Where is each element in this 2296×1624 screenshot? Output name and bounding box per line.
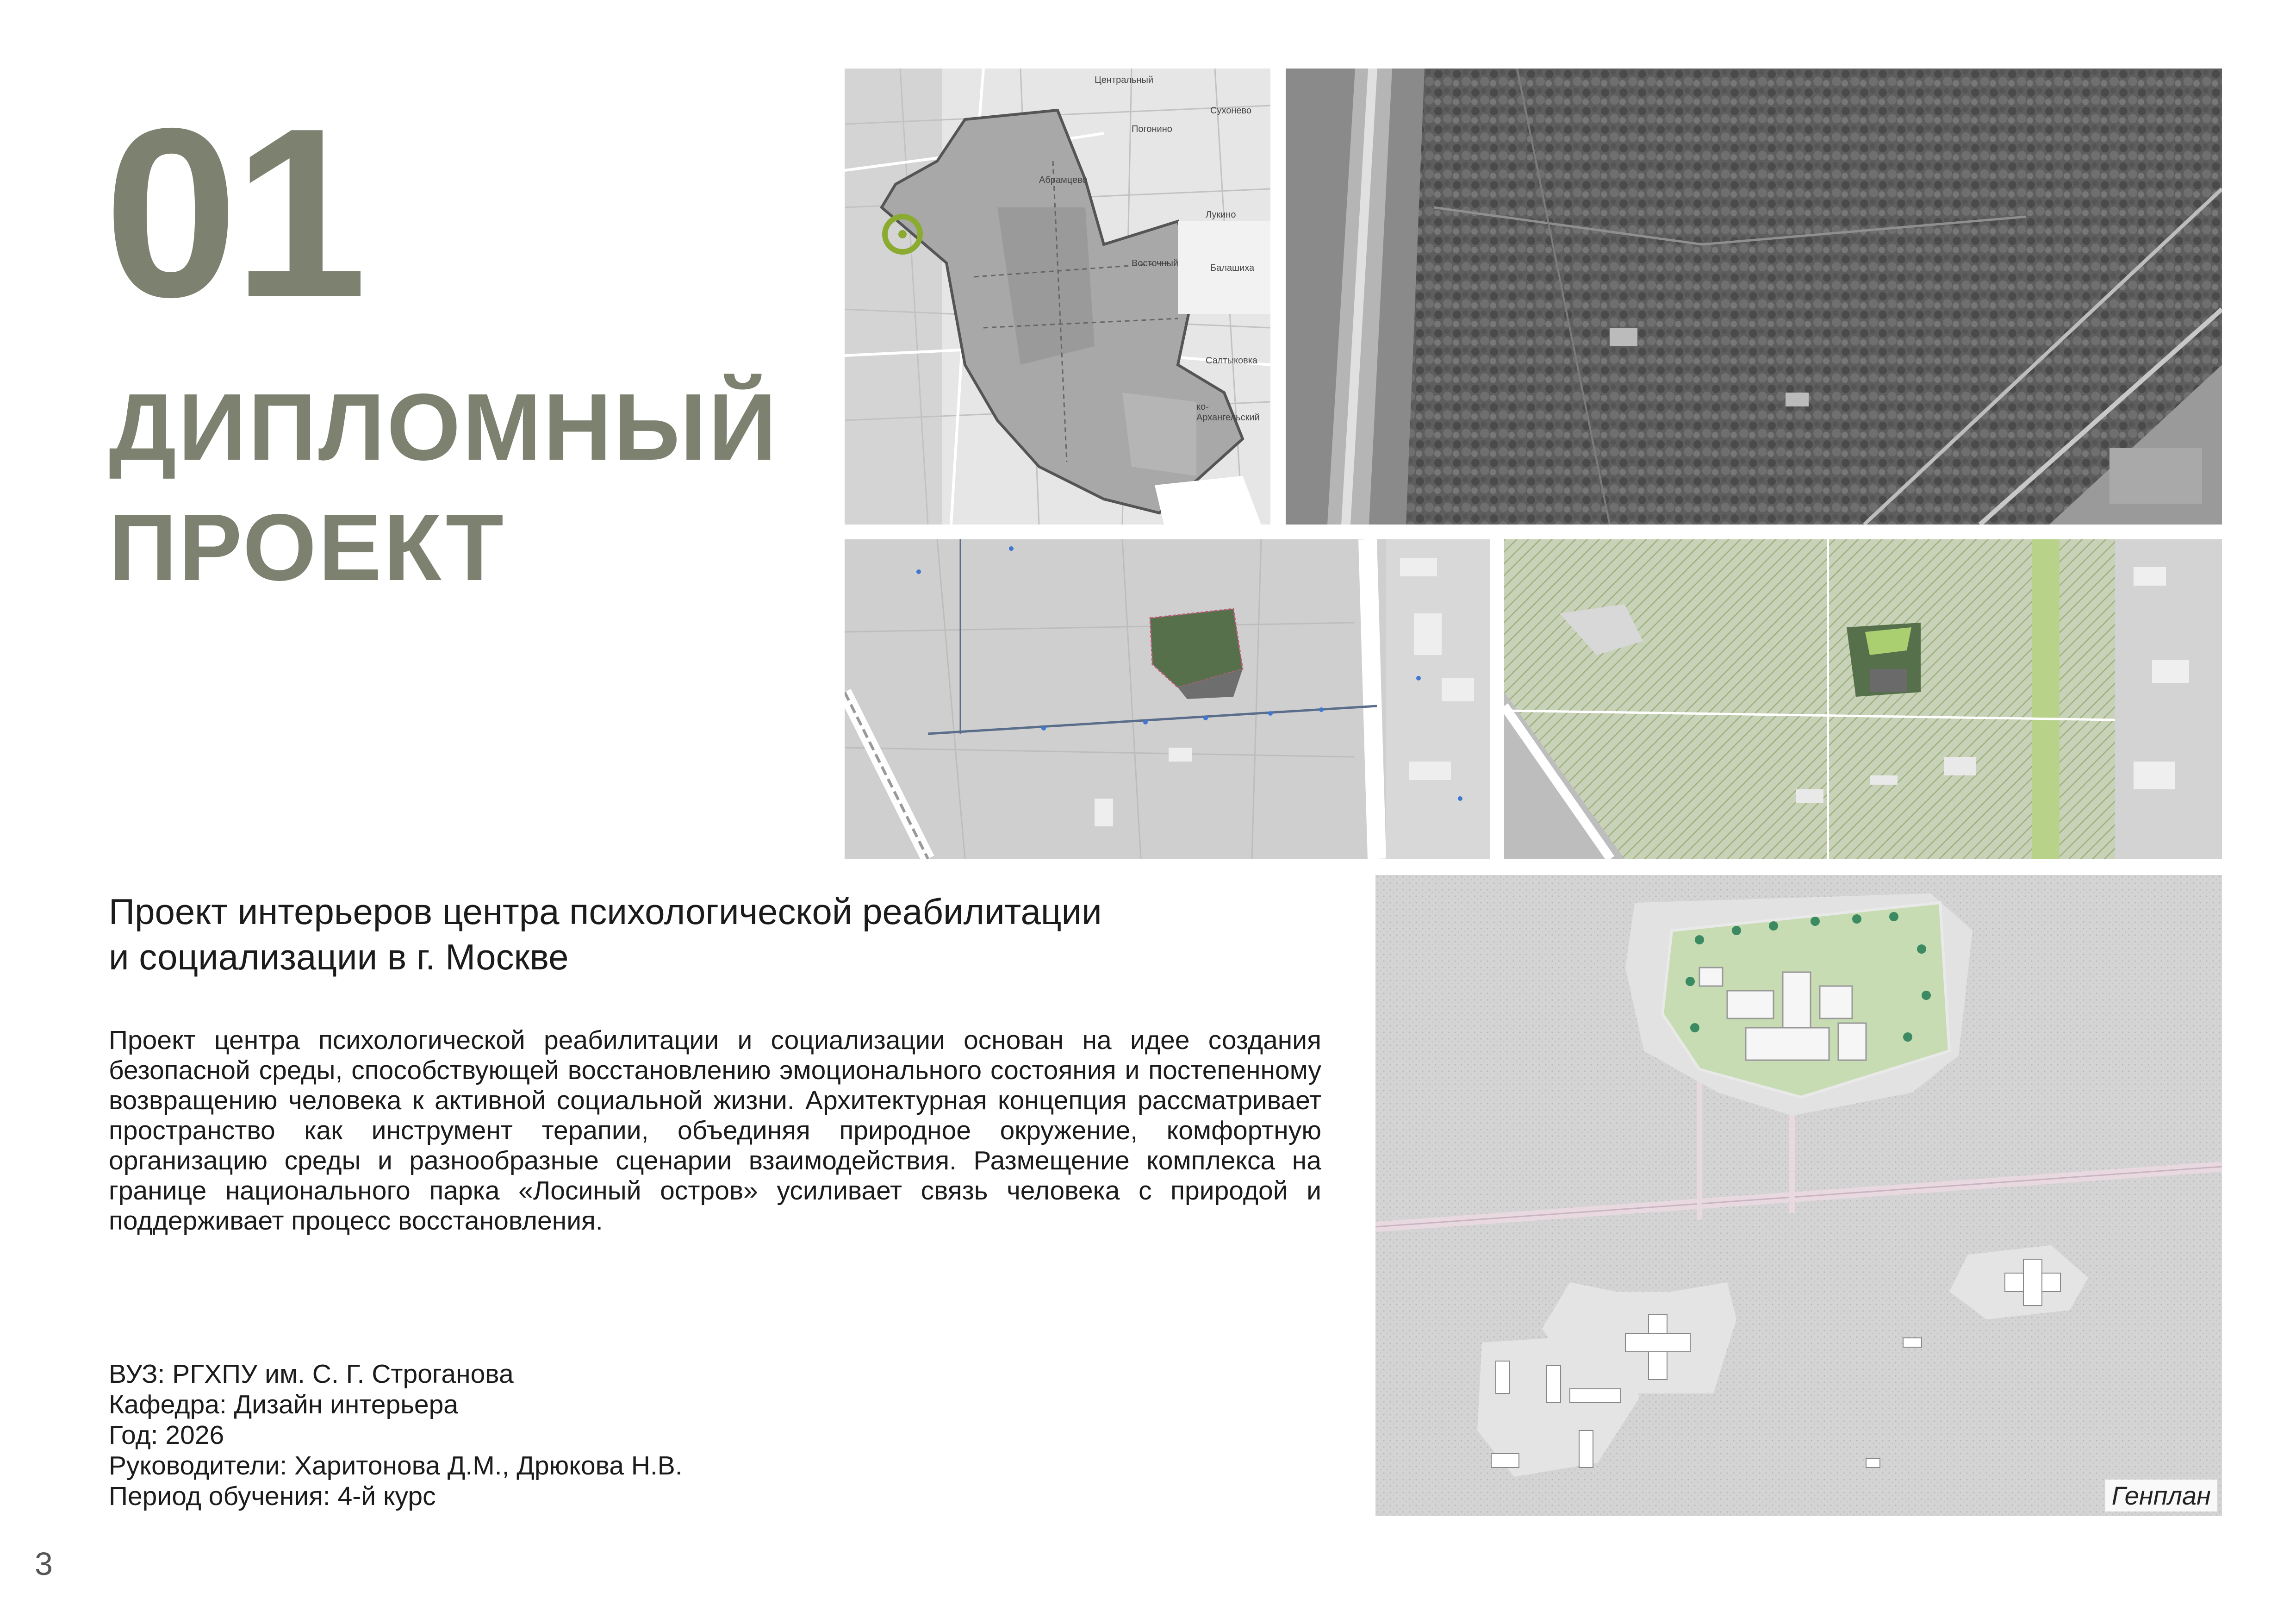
project-info (109, 1359, 683, 1512)
info-supervisors: Руководители: Харитонова Д.М., Дрюкова Н.В. (109, 1451, 683, 1480)
info-year: Год: 2026 (109, 1420, 224, 1450)
site-analysis-map (845, 539, 1490, 859)
masterplan-caption: Генплан (2105, 1480, 2217, 1512)
info-university: ВУЗ: РГХПУ им. С. Г. Строганова (109, 1359, 514, 1389)
heading-line-2: ПРОЕКТ (109, 494, 506, 600)
location-map (845, 69, 1270, 525)
map-label: ко-Архангельский (1196, 402, 1260, 423)
map-label: Балашиха (1210, 263, 1255, 273)
project-description: Проект центра психологической реабилитации и социализации основан на идее создания безопасной среды, способствующей восстановлению эмоционального состояния и постепенному возвращению человека к активной социальной жизни. Архитектурная концепция рассматривает пространство как инструмент терапии, объединяя природное окружение, комфортную организацию среды и разнообразные сценарии взаимодействия. Размещение комплекса на границе национального парка «Лосиный остров» усиливает связь человека с природой и поддерживает процесс восстановления. (109, 1025, 1321, 1236)
page-number: 3 (35, 1546, 53, 1582)
project-subtitle (109, 889, 1266, 980)
zoning-map (1504, 539, 2222, 859)
map-label: Лукино (1206, 210, 1236, 220)
aerial-photo (1286, 69, 2222, 525)
map-label: Сухонево (1210, 106, 1252, 116)
info-study-period: Период обучения: 4-й курс (109, 1481, 436, 1511)
info-department: Кафедра: Дизайн интерьера (109, 1390, 458, 1419)
heading-line-1: ДИПЛОМНЫЙ (109, 374, 778, 480)
map-label: Центральный (1095, 75, 1154, 85)
section-number: 01 (104, 78, 363, 347)
map-label: Абрамцево (1039, 175, 1088, 185)
map-label: Салтыковка (1206, 356, 1258, 366)
map-label: Восточный (1132, 258, 1179, 269)
subtitle-line-1: Проект интерьеров центра психологической реабилитации (109, 891, 1102, 932)
subtitle-line-2: и социализации в г. Москве (109, 937, 569, 977)
masterplan (1375, 875, 2222, 1516)
map-label: Погонино (1132, 124, 1172, 134)
